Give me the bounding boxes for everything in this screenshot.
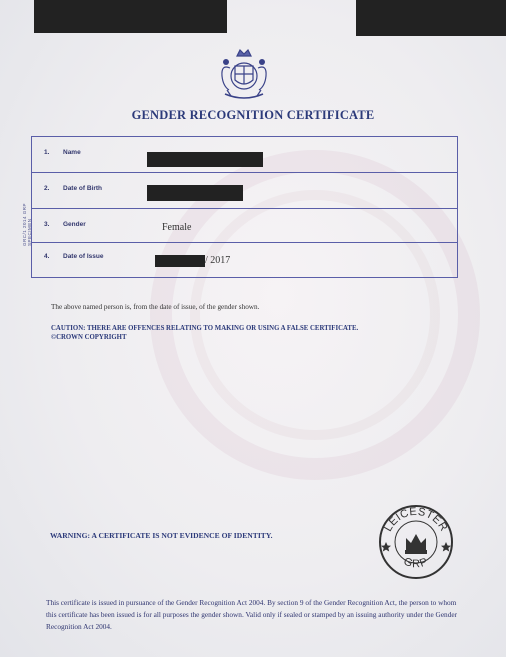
field-row-date-of-birth xyxy=(32,173,457,209)
field-label-date-of-issue: Date of Issue xyxy=(63,253,104,260)
field-value-gender: Female xyxy=(162,222,192,233)
stamp-bottom-text: GRP xyxy=(401,555,431,571)
leicester-grp-stamp xyxy=(376,503,456,581)
field-number: 1. xyxy=(44,149,50,156)
svg-text:LEICESTER xyxy=(382,506,450,534)
certificate-details-table xyxy=(31,136,458,278)
redaction-bar-top-right xyxy=(356,0,506,36)
stamp-top-text: LEICESTER xyxy=(382,505,450,534)
field-number: 3. xyxy=(44,221,50,228)
field-number: 4. xyxy=(44,253,50,260)
redacted-issue-day-month xyxy=(155,255,205,267)
field-row-date-of-issue xyxy=(32,243,457,279)
field-label-date-of-birth: Date of Birth xyxy=(63,185,102,192)
legal-footer-text: This certificate is issued in pursuance of the Gender Recognition Act 2004. By section 9 of the Gender Recognition Act, the person to whom this certificate has been issued is for all purposes the gender shown. Valid only if sealed or stamped by an issuing authority under the Gender Recognition Act 2004. xyxy=(46,598,458,631)
crown-icon xyxy=(405,534,427,554)
gender-statement: The above named person is, from the date of issue, of the gender shown. xyxy=(51,303,260,311)
redaction-bar-top-left xyxy=(34,0,227,33)
svg-text:GRP xyxy=(402,556,430,571)
identity-warning: WARNING: A CERTIFICATE IS NOT EVIDENCE OF IDENTITY. xyxy=(50,531,273,540)
certificate-title: GENDER RECOGNITION CERTIFICATE xyxy=(131,108,375,122)
field-label-gender: Gender xyxy=(63,221,86,228)
redacted-date-of-birth xyxy=(147,185,243,201)
royal-coat-of-arms-icon xyxy=(213,46,275,106)
redacted-name xyxy=(147,152,263,167)
crown-copyright-text: ©CROWN COPYRIGHT xyxy=(51,334,127,341)
side-reference-text: GRC/1 2014 GRP SPECIMEN xyxy=(22,203,32,246)
caution-notice xyxy=(51,324,358,342)
field-label-name: Name xyxy=(63,149,81,156)
field-value-date-of-issue: / 2017 xyxy=(205,255,231,266)
field-row-name xyxy=(32,137,457,173)
caution-text: CAUTION: THERE ARE OFFENCES RELATING TO MAKING OR USING A FALSE CERTIFICATE. xyxy=(51,325,359,332)
field-number: 2. xyxy=(44,185,50,192)
field-row-gender xyxy=(32,209,457,243)
